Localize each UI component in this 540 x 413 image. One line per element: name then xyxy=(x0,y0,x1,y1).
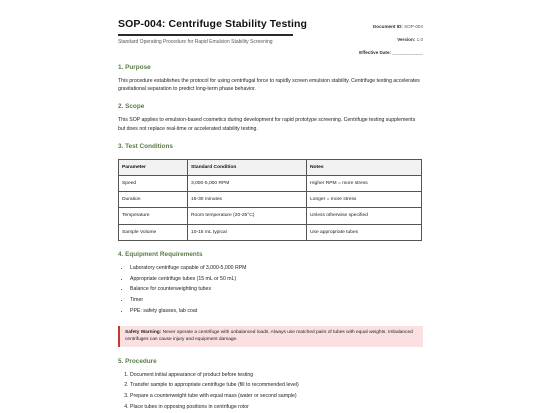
test-conditions-heading: 3. Test Conditions xyxy=(118,142,173,150)
table-cell: 3,000-5,000 RPM xyxy=(188,176,307,192)
document-subtitle: Standard Operating Procedure for Rapid Emulsion Stability Screening xyxy=(118,39,273,45)
column-header: Parameter xyxy=(119,159,188,175)
procedure-heading: 5. Procedure xyxy=(118,357,157,365)
document-body xyxy=(118,64,423,413)
table-cell: Room temperature (20-25°C) xyxy=(188,208,307,224)
scope-text: This SOP applies to emulsion-based cosmetics during development for rapid prototype screening. Centrifuge testing supplements but does not replace real-time or accelerated stability testing. xyxy=(118,117,416,132)
table-cell: Duration xyxy=(119,192,188,208)
table-row xyxy=(119,208,422,224)
doc-id-line xyxy=(359,20,423,33)
document-title: SOP-004: Centrifuge Stability Testing xyxy=(118,18,308,30)
list-item: 2. Transfer sample to appropriate centrifuge tube (fill to recommended level) xyxy=(130,380,423,391)
table-cell: Higher RPM = more stress xyxy=(307,176,422,192)
list-item: • Balance for counterweighting tubes xyxy=(130,284,423,295)
table-header-row xyxy=(119,159,422,175)
title-underline xyxy=(118,34,293,36)
doc-id-value: SOP-004 xyxy=(404,24,423,29)
purpose-text: This procedure establishes the protocol for using centrifugal force to rapidly screen emulsion stability. Centrifuge testing accelerates gravitational separation to predict long-term phase behavior. xyxy=(118,78,420,93)
test-conditions-table xyxy=(118,159,422,241)
table-cell: 10-15 mL typical xyxy=(188,224,307,240)
equipment-list xyxy=(118,263,423,317)
list-item: • Appropriate centrifuge tubes (15 mL or 50 mL) xyxy=(130,274,423,285)
table-row xyxy=(119,176,422,192)
document-header xyxy=(118,18,423,55)
table-cell: 15-30 minutes xyxy=(188,192,307,208)
column-header: Standard Condition xyxy=(188,159,307,175)
table-cell: Speed xyxy=(119,176,188,192)
list-item: • PPE: safety glasses, lab coat xyxy=(130,306,423,317)
version-label: Version: xyxy=(397,37,416,42)
version-value: 1.0 xyxy=(416,37,423,42)
scope-heading: 2. Scope xyxy=(118,103,145,111)
effective-date-line xyxy=(359,46,423,59)
safety-warning-box xyxy=(118,326,423,347)
equipment-heading: 4. Equipment Requirements xyxy=(118,250,203,258)
table-row xyxy=(119,224,422,240)
table-cell: Sample Volume xyxy=(119,224,188,240)
effective-date-label: Effective Date: xyxy=(359,50,392,55)
table-row xyxy=(119,192,422,208)
safety-warning-text: Never operate a centrifuge with unbalanced loads. Always use matched pairs of tubes with equal weights. Imbalanced centrifuges can cause injury and equipment damage. xyxy=(125,329,413,343)
doc-id-label: Document ID: xyxy=(372,24,403,29)
table-cell: Use appropriate tubes xyxy=(307,224,422,240)
list-item: 3. Prepare a counterweight tube with equal mass (water or second sample) xyxy=(130,391,423,402)
purpose-heading: 1. Purpose xyxy=(118,64,151,71)
effective-date-value: ____________ xyxy=(392,50,423,55)
list-item: • Timer xyxy=(130,295,423,306)
version-line xyxy=(359,33,423,46)
table-cell: Longer = more stress xyxy=(307,192,422,208)
safety-warning-label: Safety Warning: xyxy=(125,329,162,335)
document-meta xyxy=(359,20,423,59)
table-cell: Temperature xyxy=(119,208,188,224)
list-item: 1. Document initial appearance of product before testing xyxy=(130,370,423,381)
procedure-steps xyxy=(118,370,423,413)
table-cell: Unless otherwise specified xyxy=(307,208,422,224)
list-item: • Laboratory centrifuge capable of 3,000-5,000 RPM xyxy=(130,263,423,274)
column-header: Notes xyxy=(307,159,422,175)
list-item: 4. Place tubes in opposing positions in centrifuge rotor xyxy=(130,402,423,413)
